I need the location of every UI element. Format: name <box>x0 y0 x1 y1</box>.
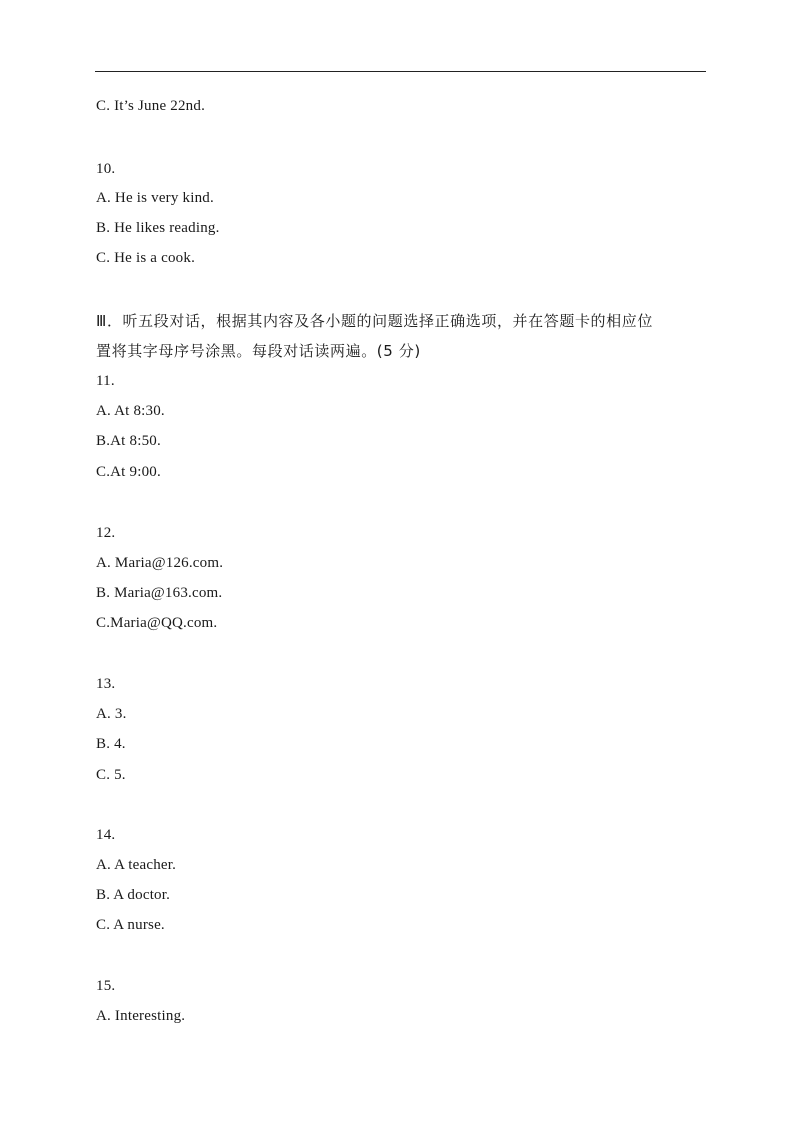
option-14-c: C. A nurse. <box>96 917 165 933</box>
option-10-c: C. He is a cook. <box>96 250 196 266</box>
question-10-number: 10. <box>96 161 116 177</box>
question-12-number: 12. <box>96 525 116 541</box>
option-13-b: B. 4. <box>96 736 126 752</box>
option-14-a: A. A teacher. <box>96 857 177 873</box>
question-13-number: 13. <box>96 676 116 692</box>
option-10-b: B. He likes reading. <box>96 220 220 236</box>
option-11-a: A. At 8:30. <box>96 403 165 419</box>
option-12-b: B. Maria@163.com. <box>96 585 223 601</box>
section-3-instruction-line2: 置将其字母序号涂黑。每段对话读两遍。(5 分) <box>96 342 421 360</box>
header-rule <box>95 71 706 72</box>
option-11-c: C.At 9:00. <box>96 464 161 480</box>
option-10-a: A. He is very kind. <box>96 190 214 206</box>
option-11-b: B.At 8:50. <box>96 433 161 449</box>
option-14-b: B. A doctor. <box>96 887 171 903</box>
option-12-a: A. Maria@126.com. <box>96 555 224 571</box>
section-3-instruction-line1: Ⅲ．听五段对话，根据其内容及各小题的问题选择正确选项，并在答题卡的相应位 <box>96 312 653 330</box>
option-13-c: C. 5. <box>96 767 126 783</box>
option-13-a: A. 3. <box>96 706 127 722</box>
question-15-number: 15. <box>96 978 116 994</box>
question-11-number: 11. <box>96 373 115 389</box>
option-15-a: A. Interesting. <box>96 1008 186 1024</box>
question-14-number: 14. <box>96 827 116 843</box>
option-12-c: C.Maria@QQ.com. <box>96 615 218 631</box>
option-9-c: C. It’s June 22nd. <box>96 98 206 114</box>
